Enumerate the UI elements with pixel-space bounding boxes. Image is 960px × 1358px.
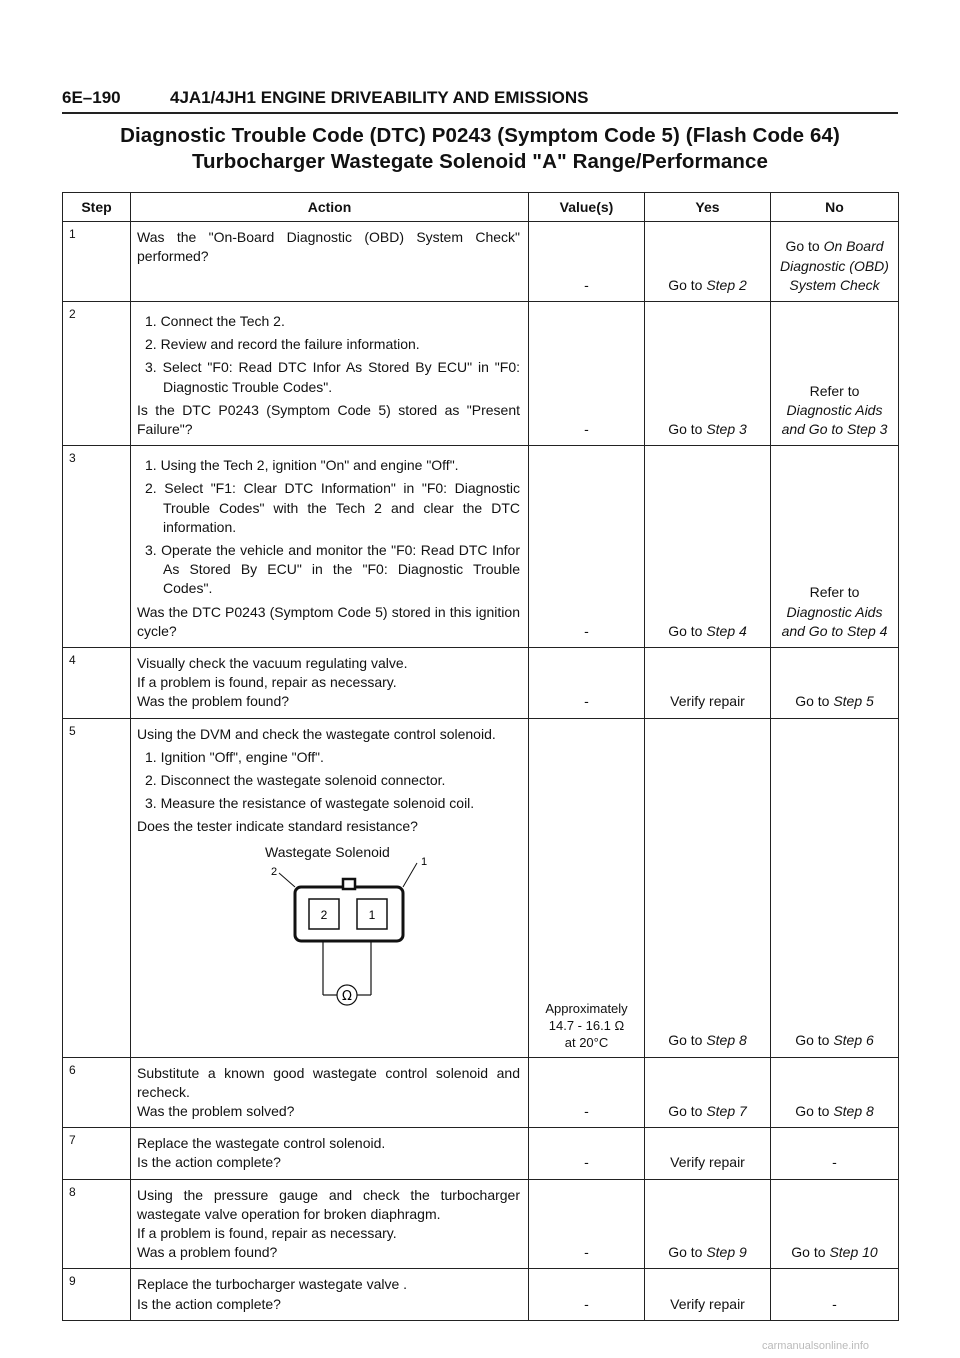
yes-prefix: Go to [668,421,703,438]
no-prefix: Go to [795,1103,830,1120]
page-subtitle: Turbocharger Wastegate Solenoid "A" Range/Performance [191,150,769,173]
step-number: 1 [63,222,131,302]
question: Is the action complete? [137,1295,281,1312]
yes-cell [645,222,771,302]
substep: 2. Disconnect the wastegate solenoid connector. [145,772,446,789]
value-cell: - [529,1128,645,1179]
yes-step-ref: Step 9 [706,1244,747,1261]
wastegate-solenoid-diagram [237,843,497,1013]
yes-prefix: Go to [668,1032,703,1049]
diagnostic-table [62,192,899,1321]
question: Is the DTC P0243 (Symptom Code 5) stored as "Present Failure"? [137,401,520,438]
table-row [63,222,899,302]
header-no: No [771,193,899,222]
action-text [131,718,529,1057]
page-title: Diagnostic Trouble Code (DTC) P0243 (Symptom Code 5) (Flash Code 64) [120,124,840,147]
no-prefix: Go to [791,1244,826,1261]
substep: 2. Select "F1: Clear DTC Information" in "F0: Diagnostic Trouble Codes" with the Tech 2 and clear the DTC information. [145,480,520,535]
header-values: Value(s) [529,193,645,222]
step-number: 3 [63,446,131,648]
yes-cell [645,1057,771,1128]
no-cell [771,1057,899,1128]
action-line: If a problem is found, repair as necessary. [137,1225,397,1242]
action-text [131,1269,529,1320]
table-row [63,1057,899,1128]
question: Is the action complete? [137,1154,281,1171]
no-cell: - [771,1269,899,1320]
yes-prefix: Go to [668,1103,703,1120]
table-row [63,1179,899,1269]
table-row [63,648,899,719]
substep: 3. Measure the resistance of wastegate solenoid coil. [145,795,475,812]
yes-step-ref: Step 8 [706,1032,747,1049]
terminal-2-label: 2 [320,907,328,922]
step-number: 8 [63,1179,131,1269]
no-cell [771,222,899,302]
value-line: Approximately [545,1000,628,1016]
watermark: carmanualsonline.info [762,1340,870,1352]
no-prefix: Refer to [809,584,860,601]
action-text [131,1179,529,1269]
connector-drawing [237,843,497,1013]
value-line: 14.7 - 16.1 Ω [548,1017,625,1033]
no-cell: - [771,1128,899,1179]
action-line: Visually check the vacuum regulating valve. [137,655,408,672]
ohm-symbol: Ω [342,988,352,1004]
no-prefix: Go to [795,693,830,710]
step-number: 9 [63,1269,131,1320]
section-title: 4JA1/4JH1 ENGINE DRIVEABILITY AND EMISSIONS [170,88,589,107]
value-cell: - [529,648,645,719]
action-text [131,1057,529,1128]
question: Was a problem found? [137,1244,278,1261]
value-line: at 20°C [564,1034,609,1050]
value-cell: - [529,222,645,302]
no-cell [771,718,899,1057]
table-row [63,1128,899,1179]
step-number: 5 [63,718,131,1057]
terminal-1-label: 1 [368,907,376,922]
yes-prefix: Go to [668,276,703,293]
no-step-ref: Step 6 [833,1032,874,1049]
substep: 1. Using the Tech 2, ignition "On" and engine "Off". [145,457,459,474]
no-prefix: Go to [785,238,820,255]
table-row [63,302,899,446]
table-row [63,446,899,648]
step-number: 2 [63,302,131,446]
action-text: Was the "On-Board Diagnostic (OBD) System Check" performed? [131,222,529,302]
action-text [131,446,529,648]
table-row [63,1269,899,1320]
no-step-ref: On Board Diagnostic (OBD) System Check [780,238,889,293]
header-yes: Yes [645,193,771,222]
no-prefix: Refer to [809,382,860,399]
question: Does the tester indicate standard resistance? [137,818,418,835]
action-line: Substitute a known good wastegate control solenoid and recheck. [137,1064,520,1100]
question: Was the problem solved? [137,1103,295,1120]
yes-step-ref: Step 2 [706,276,747,293]
value-cell: - [529,446,645,648]
question: Was the DTC P0243 (Symptom Code 5) stored in this ignition cycle? [137,603,520,639]
yes-cell [645,1179,771,1269]
no-step-ref: Diagnostic Aids and Go to Step 4 [781,603,888,639]
connector-latch [343,879,355,889]
no-cell [771,446,899,648]
step-number: 4 [63,648,131,719]
no-step-ref: Diagnostic Aids and Go to Step 3 [781,401,888,438]
yes-step-ref: Step 4 [706,622,747,639]
substep: 3. Select "F0: Read DTC Infor As Stored By ECU" in "F0: Diagnostic Trouble Codes". [145,359,520,395]
yes-prefix: Go to [668,622,703,639]
yes-cell [645,302,771,446]
value-cell [529,718,645,1057]
page-number: 6E–190 [62,88,121,107]
header-step: Step [63,193,131,222]
no-cell [771,1179,899,1269]
value-cell: - [529,1179,645,1269]
pin-2-label: 2 [271,865,278,878]
action-intro: Using the DVM and check the wastegate control solenoid. [137,725,496,742]
pin-1-label: 1 [421,855,428,868]
substep: 1. Ignition "Off", engine "Off". [145,748,324,765]
yes-step-ref: Step 7 [706,1103,747,1120]
no-step-ref: Step 10 [829,1244,878,1261]
substep: 2. Review and record the failure information. [145,336,420,353]
yes-cell: Verify repair [645,648,771,719]
no-cell [771,648,899,719]
action-line: Using the pressure gauge and check the turbocharger wastegate valve operation for broken diaphragm. [137,1186,520,1222]
leader-line-2 [279,873,295,887]
diagram-title: Wastegate Solenoid [265,843,390,860]
action-line: Replace the wastegate control solenoid. [137,1135,386,1152]
value-cell: - [529,1269,645,1320]
action-line: If a problem is found, repair as necessary. [137,674,397,691]
yes-cell: Verify repair [645,1269,771,1320]
step-number: 7 [63,1128,131,1179]
yes-prefix: Go to [668,1244,703,1261]
value-cell: - [529,302,645,446]
leader-line-1 [403,863,417,887]
yes-cell: Verify repair [645,1128,771,1179]
yes-cell [645,446,771,648]
action-text [131,302,529,446]
step-number: 6 [63,1057,131,1128]
yes-cell [645,718,771,1057]
action-text [131,1128,529,1179]
action-line: Replace the turbocharger wastegate valve . [137,1276,408,1293]
table-row [63,718,899,1057]
header-action: Action [131,193,529,222]
no-step-ref: Step 5 [833,693,874,710]
substep: 1. Connect the Tech 2. [145,313,285,329]
value-cell: - [529,1057,645,1128]
table-header-row [63,193,899,222]
substep: 3. Operate the vehicle and monitor the "F0: Read DTC Infor As Stored By ECU" in the "F0: Diagnostic Trouble Codes". [145,542,520,597]
no-cell [771,302,899,446]
action-text [131,648,529,719]
page-header [62,86,898,114]
question: Was the problem found? [137,693,290,710]
no-step-ref: Step 8 [833,1103,874,1120]
no-prefix: Go to [795,1032,830,1049]
yes-step-ref: Step 3 [706,421,747,438]
